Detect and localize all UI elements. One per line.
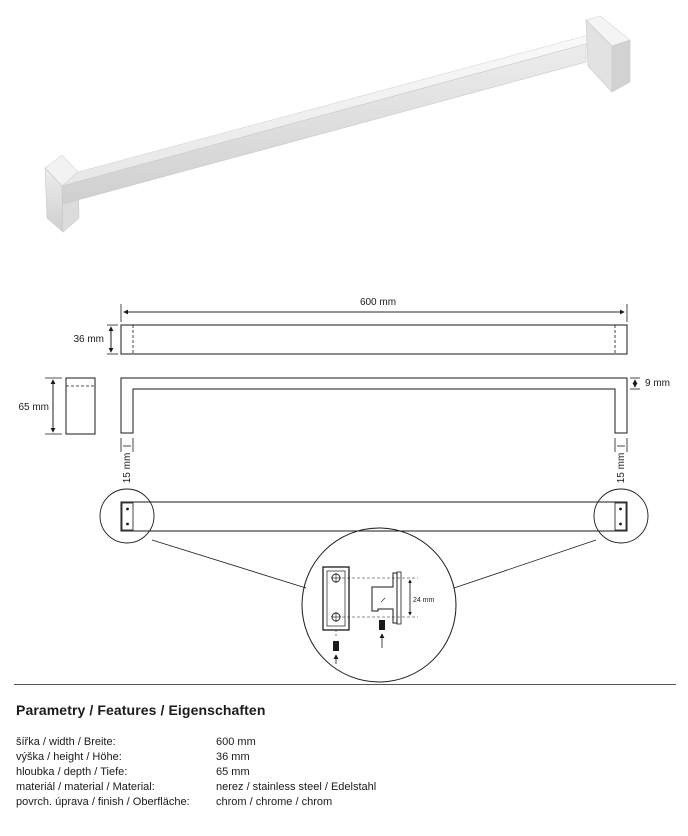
mounting-detail xyxy=(302,528,456,682)
post-left-dimension-label: 15 mm xyxy=(122,452,133,484)
spec-value: chrom / chrome / chrom xyxy=(216,796,333,808)
product-render xyxy=(45,16,630,232)
offset-dimension-label: 9 mm xyxy=(645,378,670,389)
spec-label: materiál / material / Material: xyxy=(16,781,155,793)
section-divider xyxy=(14,684,676,685)
post-left-dimension xyxy=(121,438,133,483)
spec-row xyxy=(16,795,376,810)
offset-dimension xyxy=(630,378,670,389)
height-dimension xyxy=(73,325,118,354)
spec-value: 600 mm xyxy=(216,736,256,748)
spec-value: 36 mm xyxy=(216,751,250,763)
bottom-view xyxy=(100,489,648,588)
width-dimension xyxy=(121,297,627,322)
post-right-dimension xyxy=(615,438,627,483)
detail-circle-left xyxy=(100,489,154,543)
detail-circle-right xyxy=(594,489,648,543)
side-view xyxy=(66,378,95,434)
spec-label: hloubka / depth / Tiefe: xyxy=(16,766,128,778)
top-view xyxy=(121,325,627,354)
spec-label: výška / height / Höhe: xyxy=(16,751,122,763)
post-right-dimension-label: 15 mm xyxy=(616,452,627,484)
front-view xyxy=(121,378,627,433)
top-view-outline xyxy=(121,325,627,354)
width-dimension-label: 600 mm xyxy=(359,297,397,308)
spec-row xyxy=(16,750,376,765)
depth-dimension-label: 65 mm xyxy=(18,402,49,413)
height-dimension-label: 36 mm xyxy=(73,334,104,345)
spec-row xyxy=(16,765,376,780)
spec-label: šířka / width / Breite: xyxy=(16,736,116,748)
depth-dimension xyxy=(18,378,62,434)
hole-spacing-label: 24 mm xyxy=(413,597,435,604)
front-view-outline xyxy=(121,378,627,433)
spec-value: nerez / stainless steel / Edelstahl xyxy=(216,781,377,793)
specs-title: Parametry / Features / Eigenschaften xyxy=(16,702,266,718)
specs-table xyxy=(16,735,376,810)
spec-row xyxy=(16,780,376,795)
spec-value: 65 mm xyxy=(216,766,250,778)
spec-row xyxy=(16,735,376,750)
spec-label: povrch. úprava / finish / Oberfläche: xyxy=(16,796,190,808)
